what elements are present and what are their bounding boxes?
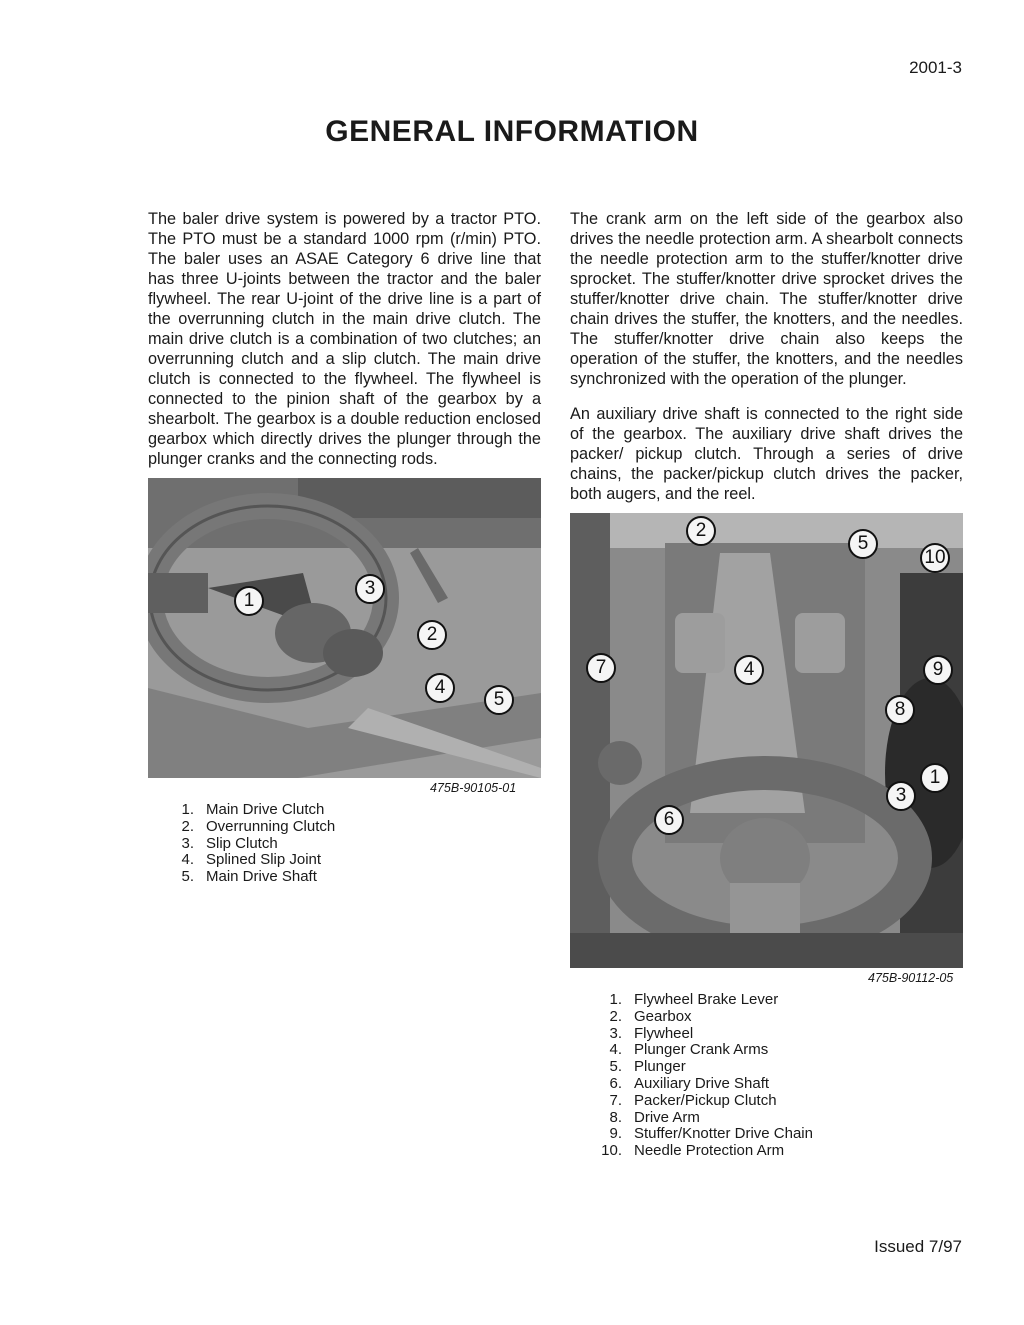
drive-line-photo xyxy=(148,478,541,778)
callout-1: 1 xyxy=(920,763,950,793)
legend-item: 6. Auxiliary Drive Shaft xyxy=(609,1074,770,1092)
callout-1: 1 xyxy=(234,586,264,616)
callout-4: 4 xyxy=(425,673,455,703)
callout-4: 4 xyxy=(734,655,764,685)
gearbox-photo xyxy=(570,513,963,968)
issued-date: Issued 7/97 xyxy=(874,1237,962,1256)
legend-right xyxy=(600,992,813,1160)
legend-item: 5. Plunger xyxy=(609,1058,686,1076)
legend-item: 1. Main Drive Clutch xyxy=(181,801,325,818)
legend-item: 3. Slip Clutch xyxy=(181,834,278,852)
body-paragraph-right-2: An auxiliary drive shaft is connected to the right side of the gearbox. The auxiliary drive shaft drives the packer/ pickup clutch. Through a series of drive chains, the packer/pickup clutch drives the packer, both augers, and the reel. xyxy=(570,405,963,503)
body-paragraph-right-1: The crank arm on the left side of the gearbox also drives the needle protection arm. A shearbolt connects the needle protection arm to the stuffer/knotter drive sprocket. The stuffer/knotter drive sprocket drives the stuffer/knotter drive chain. The stuffer/knotter drive chain drives the stuffer, the knotters, and the needles. The stuffer/knotter drive chain also keeps the operation of the stuffer, the knotters, and the needles synchronized with the operation of the plunger. xyxy=(570,210,963,388)
callout-2: 2 xyxy=(417,620,447,650)
legend-left xyxy=(181,801,336,886)
legend-item: 2. Overrunning Clutch xyxy=(181,817,336,835)
callout-7: 7 xyxy=(586,653,616,683)
drive-line-illustration xyxy=(148,478,541,778)
legend-item: 4. Plunger Crank Arms xyxy=(609,1041,769,1059)
body-paragraph-left: The baler drive system is powered by a tractor PTO. The PTO must be a standard 1000 rpm (r/min) PTO. The baler uses an ASAE Category 6 drive line that has three U-joints between the tractor and the baler flywheel. The rear U-joint of the drive line is a part of the overrunning clutch in the main drive clutch. The main drive clutch is a combination of two clutches; an overrunning clutch and a slip clutch. The main drive clutch is connected to the flywheel. The flywheel is connected to the pinion shaft of the gearbox by a shearbolt. The gearbox is a double reduction enclosed gearbox which directly drives the plunger through the plunger cranks and the connecting rods. xyxy=(148,210,541,468)
callout-2: 2 xyxy=(686,516,716,546)
figure-id-right: 475B-90112-05 xyxy=(868,971,954,985)
callout-9: 9 xyxy=(923,655,953,685)
figure-id-left: 475B-90105-01 xyxy=(430,781,517,795)
gearbox-illustration xyxy=(570,513,963,968)
callout-3: 3 xyxy=(355,574,385,604)
page-title: GENERAL INFORMATION xyxy=(325,115,699,148)
legend-item: 5. Main Drive Shaft xyxy=(181,868,317,886)
callout-6: 6 xyxy=(654,805,684,835)
legend-item: 8. Drive Arm xyxy=(609,1108,700,1126)
legend-item: 2. Gearbox xyxy=(609,1007,692,1025)
callout-8: 8 xyxy=(885,695,915,725)
page-number: 2001-3 xyxy=(909,58,962,77)
legend-item: 10. Needle Protection Arm xyxy=(601,1142,785,1160)
callout-5: 5 xyxy=(848,529,878,559)
callout-3: 3 xyxy=(886,781,916,811)
legend-item: 4. Splined Slip Joint xyxy=(181,851,322,869)
legend-item: 3. Flywheel xyxy=(609,1024,694,1042)
callout-10: 10 xyxy=(920,543,950,573)
legend-item: 7. Packer/Pickup Clutch xyxy=(609,1091,777,1109)
legend-item: 1. Flywheel Brake Lever xyxy=(609,991,779,1008)
legend-item: 9. Stuffer/Knotter Drive Chain xyxy=(609,1125,813,1143)
callout-5: 5 xyxy=(484,685,514,715)
